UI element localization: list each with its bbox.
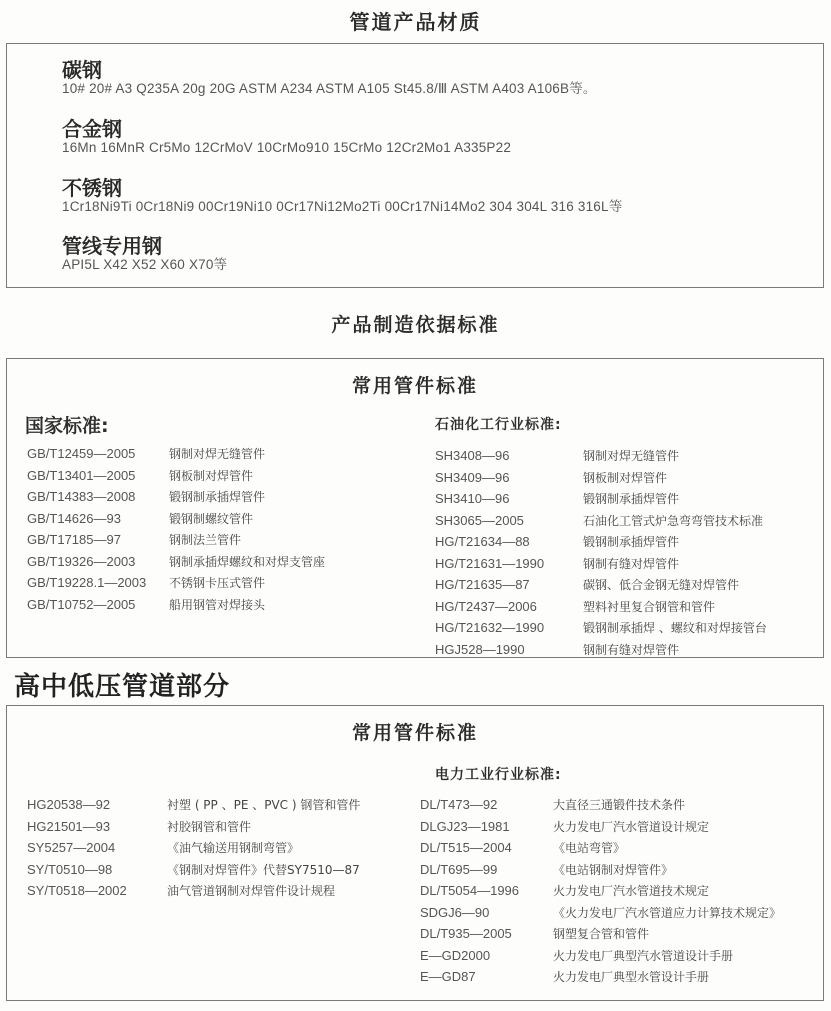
list-item — [420, 923, 781, 945]
list-item — [27, 508, 325, 530]
standard-description: 不锈钢卡压式管件 — [169, 576, 266, 591]
power-standards-heading: 电力工业行业标准: — [435, 767, 562, 783]
standard-code: SY/T0518—2002 — [27, 883, 127, 899]
standard-description: 《钢制对焊管件》代替SY7510—87 — [167, 862, 360, 877]
standard-description: 大直径三通锻件技术条件 — [553, 798, 686, 813]
list-item — [435, 488, 767, 510]
list-item — [27, 529, 325, 551]
standard-code: SY5257—2004 — [27, 840, 116, 856]
standard-description: 锻钢制承插焊 、螺纹和对焊接管台 — [583, 621, 767, 636]
materials-title: 管道产品材质 — [349, 10, 482, 34]
material-grades: API5L X42 X52 X60 X70等 — [62, 257, 228, 272]
standard-description: 《电站钢制对焊管件》 — [553, 862, 674, 877]
standard-code: E—GD2000 — [420, 947, 491, 963]
petrochemical-standards-list — [435, 445, 767, 660]
list-item — [435, 531, 767, 553]
standard-description: 《火力发电厂汽水管道应力计算技术规定》 — [553, 905, 782, 920]
standard-code: SY/T0510—98 — [27, 861, 113, 877]
material-name: 碳钢 — [62, 58, 102, 82]
manufacturing-box — [6, 358, 824, 658]
list-item — [27, 794, 360, 816]
standard-description: 钢制法兰管件 — [169, 533, 242, 548]
list-item — [27, 465, 325, 487]
list-item — [27, 837, 360, 859]
standard-description: 锻钢制承插焊管件 — [583, 535, 680, 550]
standard-code: HG21501—93 — [27, 818, 111, 834]
standard-description: 钢制对焊无缝管件 — [169, 447, 266, 462]
list-item — [435, 445, 767, 467]
standard-code: DL/T473—92 — [420, 797, 498, 813]
list-item — [435, 596, 767, 618]
standard-description: 钢板制对焊管件 — [583, 470, 668, 485]
standard-description: 锻钢制螺纹管件 — [169, 511, 254, 526]
standard-code: DLGJ23—1981 — [420, 818, 510, 834]
list-item — [27, 486, 325, 508]
standard-description: 火力发电厂典型水管设计手册 — [553, 970, 710, 985]
standard-code: SH3065—2005 — [435, 512, 524, 528]
standard-code: DL/T935—2005 — [420, 926, 512, 942]
pressure-piping-heading: 高中低压管道部分 — [14, 672, 231, 702]
standard-code: GB/T10752—2005 — [27, 596, 136, 612]
material-name: 不锈钢 — [62, 176, 122, 200]
list-item — [27, 859, 360, 881]
standard-description: 锻钢制承插焊管件 — [583, 492, 680, 507]
list-item — [435, 467, 767, 489]
list-item — [27, 443, 325, 465]
list-item — [420, 902, 781, 924]
standard-description: 钢制有缝对焊管件 — [583, 556, 680, 571]
materials-box — [6, 43, 824, 288]
list-item — [27, 551, 325, 573]
list-item — [435, 617, 767, 639]
standard-description: 火力发电厂汽水管道设计规定 — [553, 819, 710, 834]
standard-code: GB/T12459—2005 — [27, 446, 136, 462]
standard-code: HG20538—92 — [27, 797, 111, 813]
standard-description: 钢制有缝对焊管件 — [583, 642, 680, 657]
standard-description: 衬胶钢管和管件 — [167, 819, 252, 834]
standard-description: 衬塑 ( PP 、PE 、PVC ) 钢管和管件 — [167, 798, 361, 813]
standard-code: HGJ528—1990 — [435, 641, 525, 657]
manufacturing-box-title: 常用管件标准 — [351, 375, 478, 397]
list-item — [435, 639, 767, 661]
standard-code: E—GD87 — [420, 969, 476, 985]
general-standards-list — [27, 794, 360, 902]
list-item — [420, 837, 781, 859]
standard-description: 碳钢、低合金钢无缝对焊管件 — [583, 578, 740, 593]
standard-code: HG/T21632—1990 — [435, 620, 545, 636]
list-item — [435, 574, 767, 596]
standard-code: DL/T695—99 — [420, 861, 498, 877]
power-standards-list — [420, 794, 781, 988]
standard-description: 锻钢制承插焊管件 — [169, 490, 266, 505]
material-group-carbon-steel — [62, 59, 597, 97]
manufacturing-title: 产品制造依据标准 — [331, 314, 500, 336]
material-grades: 16Mn 16MnR Cr5Mo 12CrMoV 10CrMo910 15CrMo 12Cr2Mo1 A335P22 — [62, 140, 512, 155]
list-item — [435, 510, 767, 532]
standard-code: GB/T14626—93 — [27, 510, 121, 526]
list-item — [420, 859, 781, 881]
list-item — [27, 816, 360, 838]
standard-code: GB/T19326—2003 — [27, 553, 136, 569]
material-name: 管线专用钢 — [62, 234, 162, 258]
standard-code: HG/T21631—1990 — [435, 555, 545, 571]
list-item — [420, 816, 781, 838]
list-item — [420, 794, 781, 816]
list-item — [27, 572, 325, 594]
national-standards-list — [27, 443, 325, 615]
standard-description: 油气管道钢制对焊管件设计规程 — [167, 884, 336, 899]
standard-description: 石油化工管式炉急弯弯管技术标准 — [583, 513, 764, 528]
standard-description: 钢板制对焊管件 — [169, 468, 254, 483]
standard-code: DL/T515—2004 — [420, 840, 512, 856]
standard-description: 钢塑复合管和管件 — [553, 927, 650, 942]
standard-description: 钢制对焊无缝管件 — [583, 449, 680, 464]
list-item — [420, 966, 781, 988]
list-item — [27, 594, 325, 616]
material-group-alloy-steel — [62, 118, 511, 156]
material-grades: 10# 20# A3 Q235A 20g 20G ASTM A234 ASTM A105 St45.8/Ⅲ ASTM A403 A106B等。 — [62, 81, 597, 96]
standard-description: 《电站弯管》 — [553, 841, 626, 856]
material-grades: 1Cr18Ni9Ti 0Cr18Ni9 00Cr19Ni10 0Cr17Ni12Mo2Ti 00Cr17Ni14Mo2 304 304L 316 316L等 — [62, 199, 623, 214]
standard-code: SH3409—96 — [435, 469, 510, 485]
pressure-box-title: 常用管件标准 — [351, 722, 478, 744]
material-name: 合金钢 — [62, 117, 122, 141]
standard-code: HG/T21634—88 — [435, 534, 530, 550]
standard-description: 钢制承插焊螺纹和对焊支管座 — [169, 554, 326, 569]
standard-description: 塑料衬里复合钢管和管件 — [583, 599, 716, 614]
standard-code: DL/T5054—1996 — [420, 883, 520, 899]
standard-code: SH3410—96 — [435, 491, 510, 507]
standard-description: 船用钢管对焊接头 — [169, 597, 266, 612]
list-item — [27, 880, 360, 902]
standard-code: SDGJ6—90 — [420, 904, 490, 920]
standard-code: SH3408—96 — [435, 448, 510, 464]
standard-description: 火力发电厂汽水管道技术规定 — [553, 884, 710, 899]
standard-code: GB/T14383—2008 — [27, 489, 136, 505]
standard-description: 火力发电厂典型汽水管道设计手册 — [553, 948, 734, 963]
list-item — [420, 945, 781, 967]
standard-code: HG/T2437—2006 — [435, 598, 537, 614]
material-group-stainless-steel — [62, 177, 622, 215]
standard-code: GB/T17185—97 — [27, 532, 121, 548]
national-standards-heading: 国家标准: — [25, 415, 109, 437]
standard-code: GB/T13401—2005 — [27, 467, 136, 483]
list-item — [420, 880, 781, 902]
petrochemical-standards-heading: 石油化工行业标准: — [435, 417, 562, 433]
list-item — [435, 553, 767, 575]
standard-code: GB/T19228.1—2003 — [27, 575, 147, 591]
pressure-box — [6, 705, 824, 1001]
standard-code: HG/T21635—87 — [435, 577, 530, 593]
material-group-pipeline-steel — [62, 235, 227, 273]
standard-description: 《油气输送用钢制弯管》 — [167, 841, 300, 856]
